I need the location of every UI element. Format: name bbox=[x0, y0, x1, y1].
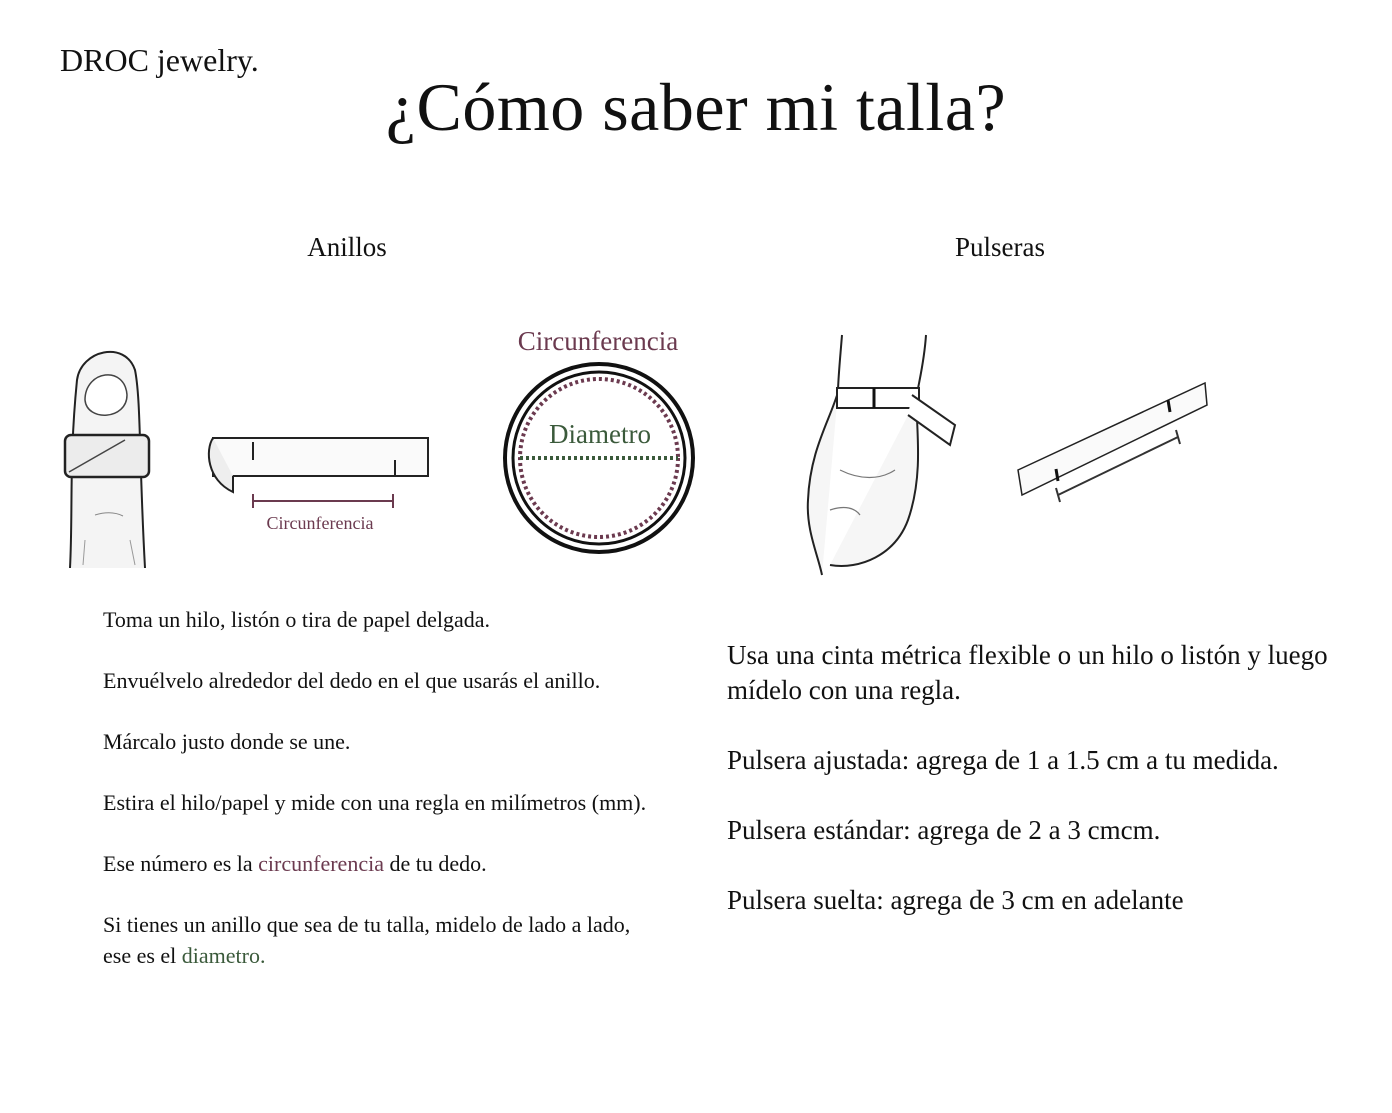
ring-step-5-text: Ese número es la bbox=[103, 851, 259, 876]
bracelet-instructions bbox=[727, 638, 1367, 953]
bracelets-heading: Pulseras bbox=[955, 232, 1045, 262]
bracelet-line-3: Pulsera estándar: agrega de 2 a 3 cmcm. bbox=[727, 815, 1161, 845]
diameter-highlight: diametro. bbox=[181, 943, 266, 968]
brand-logo: DROC jewelry. bbox=[60, 42, 259, 78]
ring-step-5 bbox=[103, 848, 663, 879]
rings-heading: Anillos bbox=[307, 232, 387, 262]
bracelet-line-1: Usa una cinta métrica flexible o un hilo o listón y luego mídelo con una regla. bbox=[727, 640, 1328, 705]
bracelet-line-2: Pulsera ajustada: agrega de 1 a 1.5 cm a tu medida. bbox=[727, 745, 1279, 775]
bracelet-strip-illustration bbox=[1010, 375, 1220, 510]
ring-step-6 bbox=[103, 909, 663, 971]
ring-step-5-end: de tu dedo. bbox=[383, 851, 487, 876]
ring-step-2: Envuélvelo alrededor del dedo en el que usarás el anillo. bbox=[103, 668, 601, 693]
wrist-illustration bbox=[800, 330, 960, 580]
strip-circumference-label: Circunferencia bbox=[266, 513, 374, 533]
finger-ring-illustration bbox=[55, 340, 165, 570]
ring-step-4: Estira el hilo/papel y mide con una regla en milímetros (mm). bbox=[103, 790, 647, 815]
ring-step-1: Toma un hilo, listón o tira de papel delgada. bbox=[103, 607, 491, 632]
page-title: ¿Cómo saber mi talla? bbox=[385, 69, 1007, 145]
ring-step-6-text: Si tienes un anillo que sea de tu talla, midelo de lado a lado, ese es el bbox=[103, 912, 631, 968]
bracelet-line-4: Pulsera suelta: agrega de 3 cm en adelante bbox=[727, 885, 1184, 915]
circumference-highlight: circunferencia bbox=[258, 851, 384, 876]
circle-circumference-label: Circunferencia bbox=[517, 326, 679, 356]
ring-steps bbox=[103, 604, 663, 1001]
circle-diameter-label: Diametro bbox=[549, 419, 651, 449]
ring-step-3: Márcalo justo donde se une. bbox=[103, 729, 351, 754]
ring-diagram bbox=[500, 362, 700, 557]
